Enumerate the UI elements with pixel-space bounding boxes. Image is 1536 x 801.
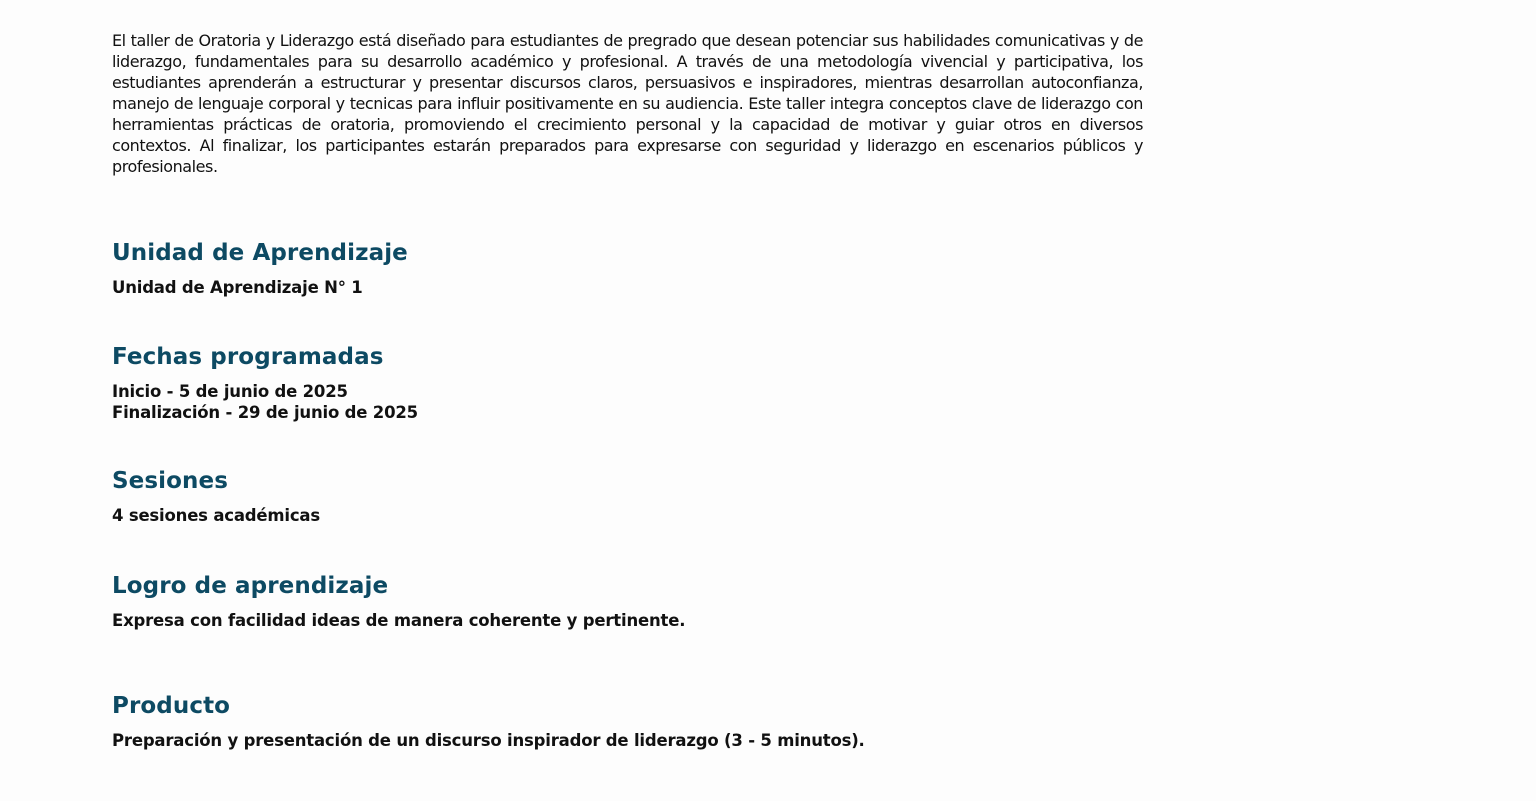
section-heading-logro: Logro de aprendizaje	[112, 573, 389, 599]
section-body-producto	[112, 730, 1143, 751]
section-logro-aprendizaje	[112, 571, 1143, 631]
section-heading-fechas: Fechas programadas	[112, 344, 384, 370]
sesiones-line: 4 sesiones académicas	[112, 506, 320, 525]
section-heading-unidad: Unidad de Aprendizaje	[112, 240, 408, 266]
course-description	[112, 30, 1143, 177]
section-body-fechas	[112, 381, 1143, 423]
section-fechas-programadas	[112, 342, 1143, 423]
section-body-sesiones	[112, 505, 1143, 526]
section-unidad-aprendizaje	[112, 238, 1143, 298]
fecha-inicio: Inicio - 5 de junio de 2025	[112, 382, 348, 401]
section-heading-sesiones: Sesiones	[112, 468, 229, 494]
unidad-line: Unidad de Aprendizaje N° 1	[112, 278, 363, 297]
section-heading-producto: Producto	[112, 693, 231, 719]
logro-line: Expresa con facilidad ideas de manera coherente y pertinente.	[112, 611, 686, 630]
intro-paragraph: El taller de Oratoria y Liderazgo está diseñado para estudiantes de pregrado que desean potenciar sus habilidades comunicativas y de liderazgo, fundamentales para su desarrollo académico y profesional. A través de una metodología vivencial y participativa, los estudiantes aprenderán a estructurar y presentar discursos claros, persuasivos e inspiradores, mientras desarrollan autoconfianza, manejo de lenguaje corporal y tecnicas para influir positivamente en su audiencia. Este taller integra conceptos clave de liderazgo con herramientas prácticas de oratoria, promoviendo el crecimiento personal y la capacidad de motivar y guiar otros en diversos contextos. Al finalizar, los participantes estarán preparados para expresarse con seguridad y liderazgo en escenarios públicos y profesionales.	[112, 31, 1143, 176]
section-body-unidad	[112, 277, 1143, 298]
section-producto	[112, 691, 1143, 751]
section-body-logro	[112, 610, 1143, 631]
producto-line: Preparación y presentación de un discurso inspirador de liderazgo (3 - 5 minutos).	[112, 731, 865, 750]
fecha-finalizacion: Finalización - 29 de junio de 2025	[112, 403, 418, 422]
section-sesiones	[112, 466, 1143, 526]
